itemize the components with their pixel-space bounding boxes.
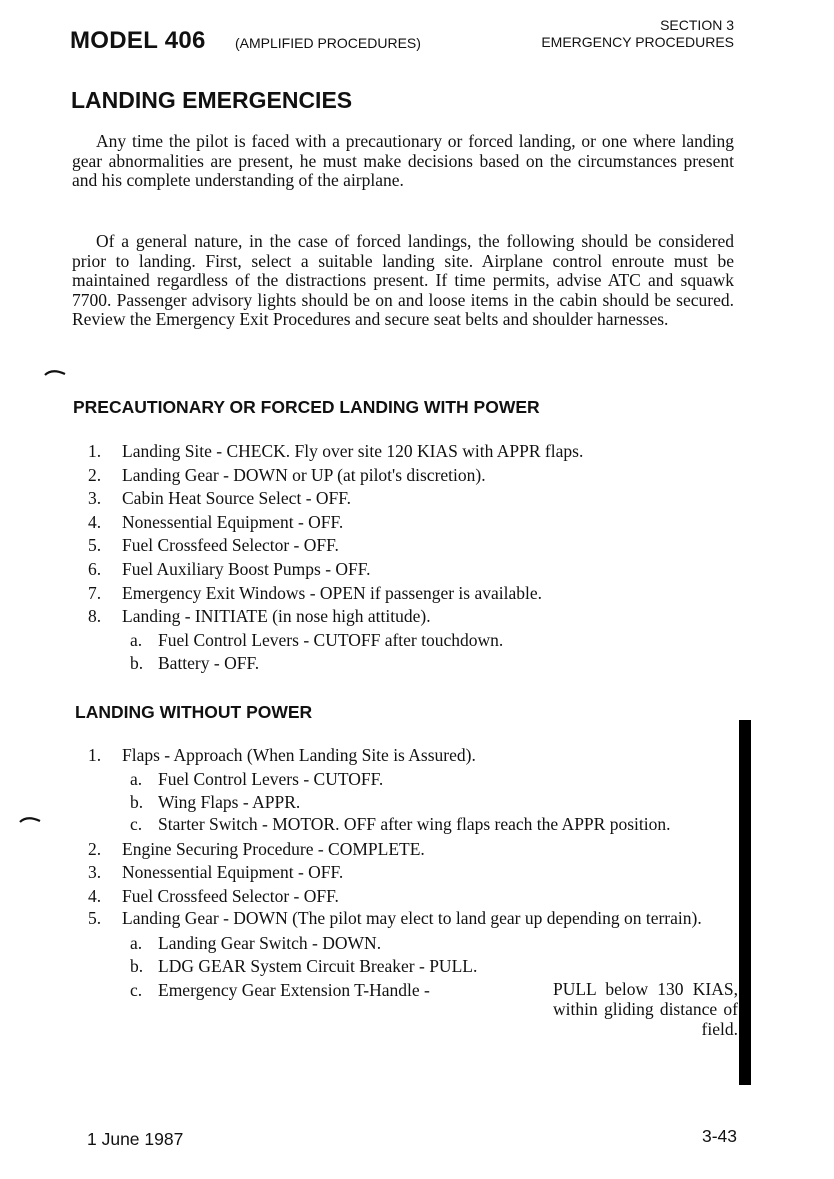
intro-paragraph [72, 132, 734, 191]
revision-change-bar [739, 720, 751, 1085]
list-subitem: b. Battery - OFF. [130, 653, 260, 674]
precautionary-checklist [88, 440, 738, 676]
list-subitem: c. Emergency Gear Extension T-Handle - PULL below 130 KIAS, within gliding distance of field. [130, 978, 738, 1039]
list-subitem: a. Fuel Control Levers - CUTOFF after touchdown. [130, 629, 504, 650]
margin-mark [19, 815, 41, 823]
list-item: 5. Fuel Crossfeed Selector - OFF. [88, 535, 339, 556]
list-item: 7. Emergency Exit Windows - OPEN if passenger is available. [88, 582, 543, 603]
list-item: 3. Cabin Heat Source Select - OFF. [88, 488, 351, 509]
section-header [541, 17, 734, 51]
general-paragraph-text: Of a general nature, in the case of forced landings, the following should be considered prior to landing. First, select a suitable landing site. Airplane control enroute must be maintained regardless of the distractions present. If time permits, advise ATC and squawk 7700. Passenger advisory lights should be on and loose items in the cabin should be secured. Review the Emergency Exit Procedures and secure seat belts and shoulder harnesses. [72, 231, 734, 329]
list-item: 4. Fuel Crossfeed Selector - OFF. [88, 885, 339, 906]
intro-paragraph-text: Any time the pilot is faced with a precautionary or forced landing, or one where landing gear abnormalities are present, he must make decisions based on the circumstances present and his complete understanding of the airplane. [72, 131, 734, 190]
page-number: 3-43 [701, 1126, 737, 1146]
list-subitem: a. Landing Gear Switch - DOWN. [130, 932, 382, 953]
footer-date: 1 June 1987 [87, 1129, 184, 1149]
section-heading-without-power: LANDING WITHOUT POWER [75, 702, 313, 722]
general-paragraph [72, 232, 734, 330]
page-title: LANDING EMERGENCIES [71, 87, 353, 113]
list-item: 4. Nonessential Equipment - OFF. [88, 511, 344, 532]
list-item: 2. Landing Gear - DOWN or UP (at pilot's discretion). [88, 464, 486, 485]
model-title: MODEL 406 [70, 27, 206, 54]
list-item: 1. Flaps - Approach (When Landing Site is Assured). [88, 745, 476, 765]
list-subitem: c. Starter Switch - MOTOR. OFF after wing flaps reach the APPR position. [130, 813, 671, 834]
list-item: 3. Nonessential Equipment - OFF. [88, 862, 344, 883]
section-heading-precautionary: PRECAUTIONARY OR FORCED LANDING WITH POWER [73, 397, 540, 417]
list-subitem-action: PULL below 130 KIAS, within gliding distance of field. [553, 978, 738, 1039]
list-item: 5. Landing Gear - DOWN (The pilot may elect to land gear up depending on terrain). [88, 907, 702, 928]
list-subitem: b. Wing Flaps - APPR. [130, 792, 301, 813]
margin-mark [44, 368, 66, 376]
without-power-checklist [88, 744, 738, 1043]
section-title: EMERGENCY PROCEDURES [541, 34, 734, 50]
document-subtitle: (AMPLIFIED PROCEDURES) [235, 35, 421, 51]
list-item: 8. Landing - INITIATE (in nose high attitude). [88, 606, 431, 627]
list-item: 1. Landing Site - CHECK. Fly over site 120 KIAS with APPR flaps. [88, 441, 584, 461]
section-number: SECTION 3 [660, 17, 734, 33]
list-subitem: b. LDG GEAR System Circuit Breaker - PULL. [130, 956, 478, 977]
list-item: 6. Fuel Auxiliary Boost Pumps - OFF. [88, 558, 371, 579]
list-item: 2. Engine Securing Procedure - COMPLETE. [88, 838, 425, 859]
list-subitem: a. Fuel Control Levers - CUTOFF. [130, 768, 384, 789]
